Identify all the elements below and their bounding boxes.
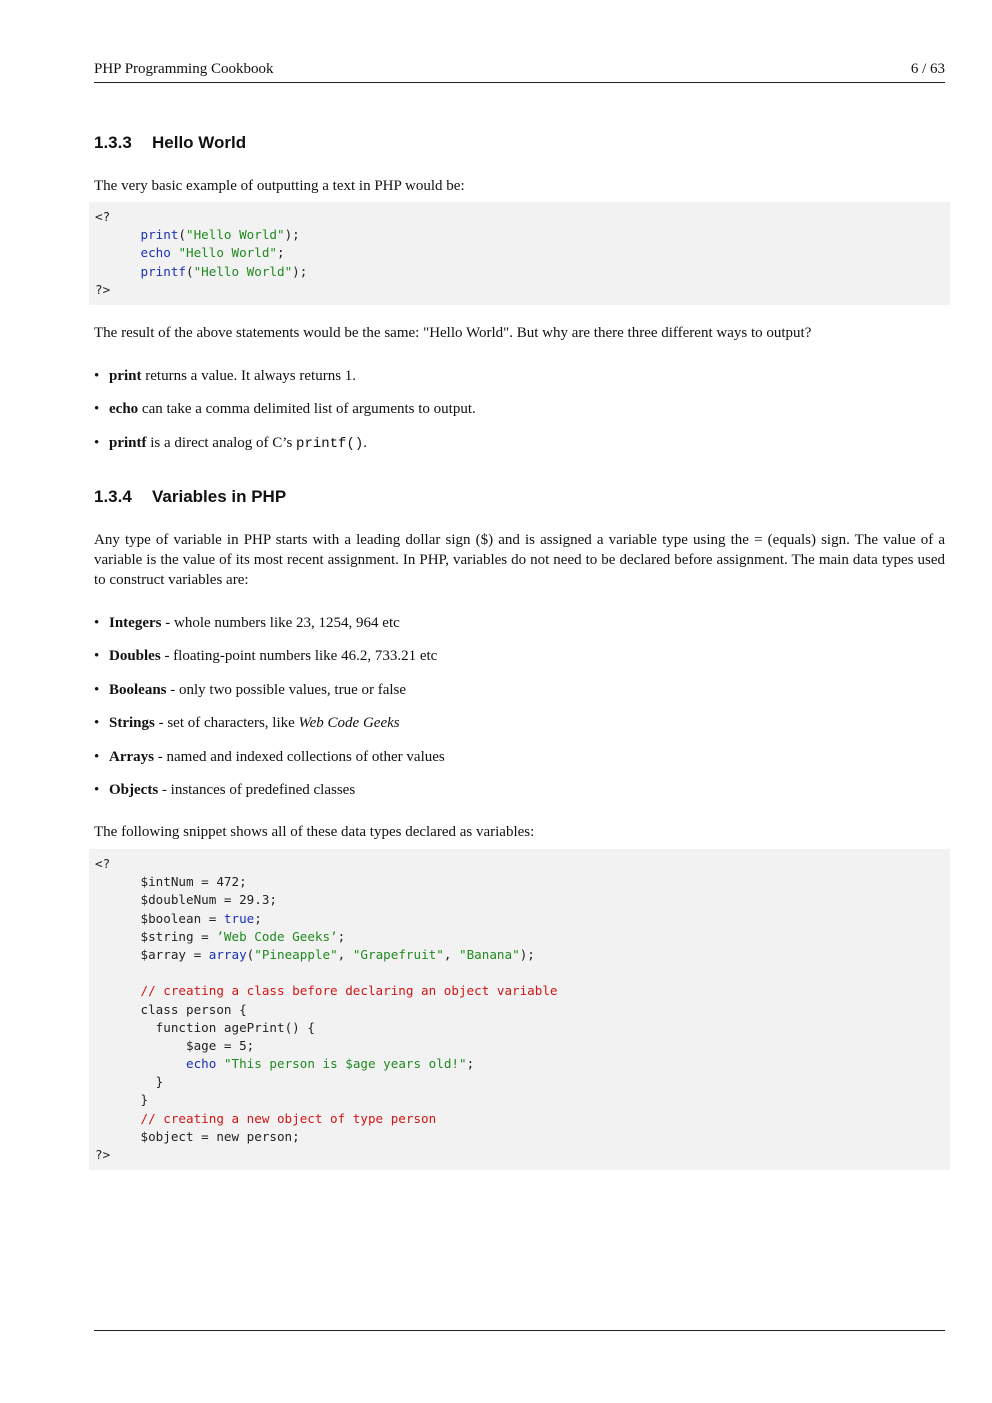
code-line — [95, 1019, 950, 1037]
code-string: ’Web Code Geeks’ — [216, 928, 338, 944]
footer-rule — [94, 1330, 945, 1331]
code-string: "Banana" — [459, 946, 520, 962]
list-item — [94, 713, 945, 746]
code-text: ; — [254, 910, 262, 926]
code-keyword: array — [208, 946, 247, 962]
code-keyword: print — [140, 227, 179, 243]
bullet-icon: • — [94, 681, 100, 698]
code-text: $array = — [140, 946, 209, 962]
code-string: "Pineapple" — [254, 946, 338, 962]
code-line — [95, 982, 950, 1000]
bullet-icon: • — [94, 401, 100, 418]
code-line — [95, 1073, 950, 1091]
list-term: print — [109, 368, 142, 384]
list-term: Strings — [109, 715, 155, 732]
code-text: ; — [466, 1056, 475, 1072]
code-line — [95, 281, 950, 299]
code-line — [95, 226, 950, 244]
code-line — [95, 928, 950, 946]
list-text: - set of characters, like — [154, 715, 299, 732]
bullet-icon: • — [94, 615, 100, 631]
code-text: $object = new person; — [140, 1128, 300, 1144]
code-text: $age = 5; — [186, 1037, 255, 1053]
code-text: ; — [337, 928, 346, 944]
bullet-icon: • — [94, 434, 100, 451]
code-line — [95, 964, 950, 982]
code-text — [216, 1056, 224, 1071]
code-line — [95, 208, 950, 226]
list-text: - instances of predefined classes — [158, 781, 356, 798]
code-line — [95, 263, 950, 281]
list-text: can take a comma delimited list of arguments to output. — [138, 401, 476, 418]
code-line — [95, 1110, 950, 1128]
code-string: "Hello World" — [193, 263, 293, 279]
list-item — [94, 613, 945, 646]
code-keyword: printf — [140, 263, 186, 279]
hello-result-paragraph: The result of the above statements would be the same: "Hello World". But why are there three different ways to output? — [94, 325, 812, 341]
output-functions-list — [94, 366, 945, 466]
code-string: "Hello World" — [186, 227, 285, 243]
section-heading-hello-world — [94, 133, 246, 153]
code-text: ); — [519, 946, 535, 962]
page-number: 6 / 63 — [910, 61, 945, 77]
code-text: $boolean = — [140, 910, 224, 926]
code-text: , — [337, 946, 353, 962]
code-text: class person { — [140, 1001, 247, 1017]
code-line — [95, 891, 950, 909]
list-term: echo — [109, 401, 139, 418]
code-line — [95, 1146, 950, 1164]
code-text: ( — [178, 227, 187, 243]
bullet-icon: • — [94, 748, 100, 765]
list-item — [94, 399, 945, 432]
code-keyword: echo — [186, 1056, 217, 1072]
list-item — [94, 780, 945, 813]
list-term: Objects — [109, 781, 159, 798]
list-item — [94, 646, 945, 679]
code-text: } — [155, 1074, 164, 1090]
code-line — [95, 1128, 950, 1146]
section-number: 1.3.3 — [94, 133, 132, 152]
bullet-icon: • — [94, 648, 100, 665]
code-line — [95, 873, 950, 891]
code-string: "Hello World" — [178, 245, 278, 261]
code-block-variables — [89, 849, 950, 1170]
code-text: <? — [95, 209, 111, 224]
code-text: ( — [186, 263, 194, 279]
code-line — [95, 946, 950, 964]
section-heading-variables — [94, 487, 286, 507]
book-title: PHP Programming Cookbook — [94, 61, 274, 77]
section-number: 1.3.4 — [94, 487, 132, 506]
page-header — [94, 58, 945, 83]
list-term: printf — [109, 434, 147, 451]
list-text: - only two possible values, true or false — [166, 681, 407, 698]
code-text: function agePrint() { — [155, 1019, 315, 1035]
code-string: "Grapefruit" — [352, 946, 444, 962]
data-types-list — [94, 613, 945, 813]
code-text: ); — [284, 227, 300, 243]
code-comment: // creating a class before declaring an object variable — [140, 983, 558, 999]
list-term: Integers — [109, 615, 162, 631]
code-block-hello-world — [89, 202, 950, 305]
list-item — [94, 366, 945, 399]
bullet-icon: • — [94, 781, 100, 798]
snippet-intro: The following snippet shows all of these data types declared as variables: — [94, 824, 535, 840]
code-text: $doubleNum = 29.3; — [140, 892, 277, 908]
code-line — [95, 1037, 950, 1055]
code-text: ?> — [95, 281, 111, 297]
list-item — [94, 680, 945, 713]
code-text: $intNum = 472; — [140, 874, 247, 890]
code-text: ?> — [95, 1147, 111, 1162]
list-term: Doubles — [109, 648, 161, 665]
code-line — [95, 855, 950, 873]
list-term: Arrays — [109, 748, 154, 765]
code-text: , — [443, 946, 460, 962]
list-text: returns a value. It always returns 1. — [141, 368, 357, 384]
code-line — [95, 1091, 950, 1109]
code-comment: // creating a new object of type person — [140, 1110, 437, 1126]
list-item — [94, 747, 945, 780]
code-text: <? — [95, 856, 111, 871]
code-line — [95, 1001, 950, 1019]
section-title: Variables in PHP — [152, 487, 287, 506]
code-string: "This person is $age years old!" — [223, 1056, 467, 1072]
variables-intro: Any type of variable in PHP starts with a leading dollar sign ($) and is assigned a variable type using the = (equals) sign. The value of a variable is the value of its most recent assignment. In PHP, variables do not need to be declared before assignment. The main data types used to construct variables are: — [94, 532, 945, 588]
list-text-tail: . — [363, 434, 368, 451]
code-text: ( — [246, 946, 255, 962]
list-text: - whole numbers like 23, 1254, 964 etc — [161, 615, 400, 631]
bullet-icon: • — [94, 715, 100, 732]
inline-code: printf() — [296, 435, 364, 452]
list-term: Booleans — [109, 681, 167, 698]
code-line — [95, 1055, 950, 1073]
hello-intro: The very basic example of outputting a text in PHP would be: — [94, 178, 465, 194]
list-item — [94, 433, 945, 466]
bullet-icon: • — [94, 368, 100, 384]
code-keyword: true — [223, 910, 255, 926]
code-line — [95, 910, 950, 928]
list-italic: Web Code Geeks — [298, 715, 400, 732]
list-text: - floating-point numbers like 46.2, 733.21 etc — [160, 648, 438, 665]
code-line — [95, 244, 950, 262]
code-text: } — [140, 1092, 149, 1108]
code-text: ); — [292, 263, 308, 279]
code-keyword: echo — [140, 245, 171, 261]
code-text: ; — [277, 245, 285, 261]
list-text: - named and indexed collections of other values — [154, 748, 445, 765]
code-text: $string = — [140, 928, 217, 944]
section-title: Hello World — [152, 133, 247, 152]
list-text: is a direct analog of C’s — [146, 434, 297, 451]
